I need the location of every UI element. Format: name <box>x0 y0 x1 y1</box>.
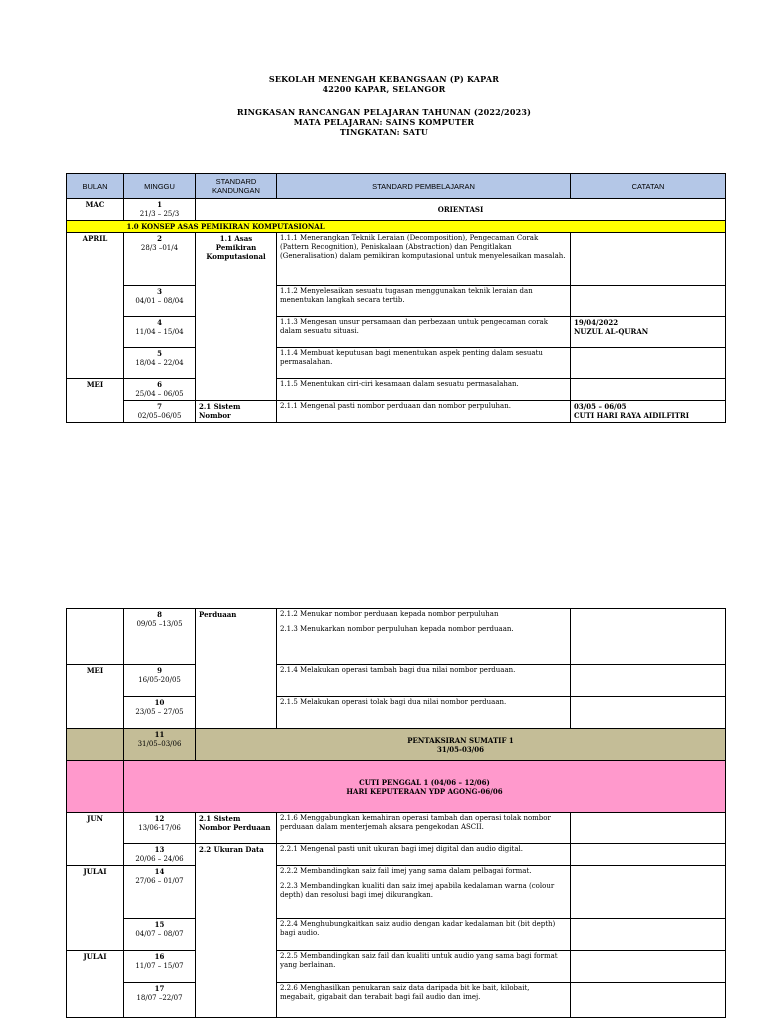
lesson-plan-table-page2 <box>66 608 726 1018</box>
catatan-cell <box>571 609 726 665</box>
standard-pembelajaran-cell: 1.1.2 Menyelesaikan sesuatu tugasan menggunakan teknik leraian dan menentukan langkah secara tertib. <box>277 286 571 317</box>
minggu-cell <box>124 919 196 951</box>
col-standard-pembelajaran: STANDARD PEMBELAJARAN <box>277 174 571 199</box>
table-header-row <box>67 174 726 199</box>
minggu-cell <box>124 951 196 983</box>
standard-pembelajaran-cell: 1.1.4 Membuat keputusan bagi menentukan aspek penting dalam sesuatu permasalahan. <box>277 348 571 379</box>
standard-pembelajaran-cell: 2.2.6 Menghasilkan penukaran saiz data daripada bit ke bait, kilobait, megabait, gigabait dan terabait bagi fail audio dan imej. <box>277 983 571 1018</box>
table-row <box>67 348 726 379</box>
bulan-cell: MAC <box>67 199 124 221</box>
minggu-number: 13 <box>154 845 165 854</box>
bulan-cell <box>67 729 124 761</box>
catatan-cell <box>571 919 726 951</box>
catatan-cell <box>571 233 726 286</box>
bulan-cell: MEI <box>67 665 124 729</box>
table-row <box>67 665 726 697</box>
standard-pembelajaran-cell: 1.1.5 Menentukan ciri-ciri kesamaan dalam sesuatu permasalahan. <box>277 379 571 401</box>
minggu-date: 13/06-17/06 <box>138 824 181 832</box>
minggu-cell <box>124 813 196 844</box>
standard-pembelajaran-cell: 2.2.1 Mengenal pasti unit ukuran bagi imej digital dan audio digital. <box>277 844 571 866</box>
section-row <box>67 221 726 233</box>
minggu-cell <box>124 286 196 317</box>
bulan-cell: JUN <box>67 813 124 866</box>
lesson-plan-table-page1 <box>66 173 726 423</box>
minggu-number: 2 <box>157 234 162 243</box>
level-line: TINGKATAN: SATU <box>339 127 429 137</box>
cuti-row <box>67 761 726 813</box>
col-standard-kandungan: STANDARD KANDUNGAN <box>196 174 277 199</box>
standard-pembelajaran-cell: 2.1.1 Mengenal pasti nombor perduaan dan nombor perpuluhan. <box>277 401 571 423</box>
catatan-cell <box>571 813 726 844</box>
sumatif-title: PENTAKSIRAN SUMATIF 1 <box>407 735 514 745</box>
bulan-cell: JULAI <box>67 951 124 1018</box>
standard-pembelajaran-cell: 2.1.6 Menggabungkan kemahiran operasi tambah dan operasi tolak nombor perduaan dalam menterjemah aksara pengekodan ASCII. <box>277 813 571 844</box>
sumatif-dates: 31/05-03/06 <box>437 744 484 754</box>
catatan-date: 19/04/2022 <box>574 318 619 327</box>
catatan-cell <box>571 379 726 401</box>
standard-pembelajaran-cell <box>277 866 571 919</box>
minggu-cell <box>124 199 196 221</box>
standard-pembelajaran-cell: 2.1.5 Melakukan operasi tolak bagi dua nilai nombor perduaan. <box>277 697 571 729</box>
table-row <box>67 379 726 401</box>
standard-kandungan-cell: 2.1 Sistem Nombor <box>196 401 277 423</box>
standard-kandungan-cell: 2.1 Sistem Nombor Perduaan <box>196 813 277 844</box>
minggu-cell <box>124 609 196 665</box>
bulan-cell: MEI <box>67 379 124 423</box>
table-row <box>67 199 726 221</box>
minggu-number: 4 <box>157 318 162 327</box>
standard-pembelajaran-cell: 1.1.3 Mengesan unsur persamaan dan perbezaan untuk pengecaman corak dalam sesuatu situasi. <box>277 317 571 348</box>
minggu-date: 20/06 – 24/06 <box>135 855 184 863</box>
standard-pembelajaran-cell <box>277 609 571 665</box>
minggu-number: 8 <box>157 610 162 619</box>
table-row <box>67 401 726 423</box>
minggu-cell <box>124 233 196 286</box>
minggu-number: 6 <box>157 380 162 389</box>
minggu-date: 11/07 – 15/07 <box>135 962 184 970</box>
standard-kandungan-cell: Perduaan <box>196 609 277 729</box>
minggu-date: 18/04 – 22/04 <box>135 359 184 367</box>
table-row <box>67 609 726 665</box>
sp-item: 2.1.2 Menukar nombor perduaan kepada nombor perpuluhan <box>280 610 499 618</box>
minggu-number: 12 <box>154 814 165 823</box>
table-row <box>67 844 726 866</box>
bulan-cell: APRIL <box>67 233 124 379</box>
catatan-cell <box>571 983 726 1018</box>
minggu-date: 04/07 – 08/07 <box>135 930 184 938</box>
col-catatan: CATATAN <box>571 174 726 199</box>
cuti-line: CUTI PENGGAL 1 (04/06 – 12/06) <box>359 777 490 787</box>
col-minggu: MINGGU <box>124 174 196 199</box>
minggu-cell <box>124 729 196 761</box>
bulan-cell <box>67 609 124 665</box>
table-row <box>67 951 726 983</box>
catatan-cell <box>571 866 726 919</box>
sp-item: 2.2.3 Membandingkan kualiti dan saiz imej apabila kedalaman warna (colour depth) dan resolusi bagi imej dikurangkan. <box>280 882 555 899</box>
minggu-date: 11/04 – 15/04 <box>135 328 184 336</box>
minggu-date: 21/3 – 25/3 <box>139 210 180 218</box>
table-row <box>67 233 726 286</box>
minggu-cell <box>124 844 196 866</box>
standard-kandungan-cell: 1.1 Asas Pemikiran Komputasional <box>196 233 277 401</box>
catatan-cell <box>571 951 726 983</box>
sp-item: 2.1.3 Menukarkan nombor perpuluhan kepada nombor perduaan. <box>280 625 514 633</box>
catatan-cell <box>571 317 726 348</box>
school-address: 42200 KAPAR, SELANGOR <box>322 84 446 94</box>
catatan-event: CUTI HARI RAYA AIDILFITRI <box>574 411 690 420</box>
bulan-cell: JULAI <box>67 866 124 951</box>
minggu-number: 1 <box>157 200 162 209</box>
minggu-number: 15 <box>154 920 165 929</box>
minggu-date: 27/06 – 01/07 <box>135 877 184 885</box>
catatan-cell <box>571 286 726 317</box>
table-row <box>67 286 726 317</box>
sumatif-row <box>67 729 726 761</box>
sumatif-cell <box>196 729 726 761</box>
section-title: 1.0 KONSEP ASAS PEMIKIRAN KOMPUTASIONAL <box>124 221 726 233</box>
school-name: SEKOLAH MENENGAH KEBANGSAAN (P) KAPAR <box>268 74 500 84</box>
minggu-number: 14 <box>154 867 165 876</box>
catatan-cell <box>571 665 726 697</box>
table-row <box>67 866 726 919</box>
col-bulan: BULAN <box>67 174 124 199</box>
catatan-cell <box>571 697 726 729</box>
minggu-cell <box>124 401 196 423</box>
catatan-date: 03/05 – 06/05 <box>574 402 627 411</box>
document-title: RINGKASAN RANCANGAN PELAJARAN TAHUNAN (2022/2023) <box>236 107 532 117</box>
minggu-number: 17 <box>154 984 165 993</box>
minggu-date: 23/05 – 27/05 <box>135 708 184 716</box>
catatan-event: NUZUL AL-QURAN <box>574 327 649 336</box>
minggu-cell <box>124 379 196 401</box>
minggu-cell <box>124 866 196 919</box>
minggu-date: 25/04 – 06/05 <box>135 390 184 398</box>
minggu-cell <box>124 348 196 379</box>
minggu-number: 7 <box>157 402 162 411</box>
minggu-number: 11 <box>154 730 165 739</box>
cuti-cell <box>124 761 726 813</box>
catatan-cell <box>571 348 726 379</box>
minggu-date: 31/05–03/06 <box>137 740 182 748</box>
minggu-date: 02/05–06/05 <box>137 412 182 420</box>
standard-pembelajaran-cell: 1.1.1 Menerangkan Teknik Leraian (Decomposition), Pengecaman Corak (Pattern Recognition), Peniskalaan (Abstraction) dan Pengitlakan (Generalisation) dalam pemikiran komputasional untuk menyelesaikan masalah. <box>277 233 571 286</box>
minggu-date: 16/05-20/05 <box>138 676 181 684</box>
bulan-cell <box>67 761 124 813</box>
table-row <box>67 919 726 951</box>
standard-pembelajaran-cell: 2.2.4 Menghubungkaitkan saiz audio dengan kadar kedalaman bit (bit depth) bagi audio. <box>277 919 571 951</box>
minggu-date: 04/01 – 08/04 <box>135 297 184 305</box>
subject-line: MATA PELAJARAN: SAINS KOMPUTER <box>293 117 475 127</box>
minggu-cell <box>124 665 196 697</box>
minggu-number: 5 <box>157 349 162 358</box>
table-row <box>67 813 726 844</box>
minggu-number: 16 <box>154 952 165 961</box>
sp-item: 2.2.2 Membandingkan saiz fail imej yang sama dalam pelbagai format. <box>280 867 532 875</box>
table-row <box>67 317 726 348</box>
minggu-cell <box>124 697 196 729</box>
standard-pembelajaran-cell: 2.2.5 Membandingkan saiz fail dan kualiti untuk audio yang sama bagi format yang berlainan. <box>277 951 571 983</box>
minggu-cell <box>124 317 196 348</box>
catatan-cell <box>571 401 726 423</box>
minggu-number: 9 <box>157 666 162 675</box>
standard-pembelajaran-cell: 2.1.4 Melakukan operasi tambah bagi dua nilai nombor perduaan. <box>277 665 571 697</box>
minggu-number: 10 <box>154 698 165 707</box>
minggu-number: 3 <box>157 287 162 296</box>
minggu-date: 09/05 –13/05 <box>136 620 183 628</box>
minggu-date: 18/07 –22/07 <box>136 994 183 1002</box>
orientasi-cell: ORIENTASI <box>196 199 726 221</box>
minggu-cell <box>124 983 196 1018</box>
cuti-line: HARI KEPUTERAAN YDP AGONG-06/06 <box>346 786 503 796</box>
minggu-date: 28/3 –01/4 <box>140 244 179 252</box>
standard-kandungan-cell: 2.2 Ukuran Data <box>196 844 277 1018</box>
table-row <box>67 697 726 729</box>
catatan-cell <box>571 844 726 866</box>
table-row <box>67 983 726 1018</box>
